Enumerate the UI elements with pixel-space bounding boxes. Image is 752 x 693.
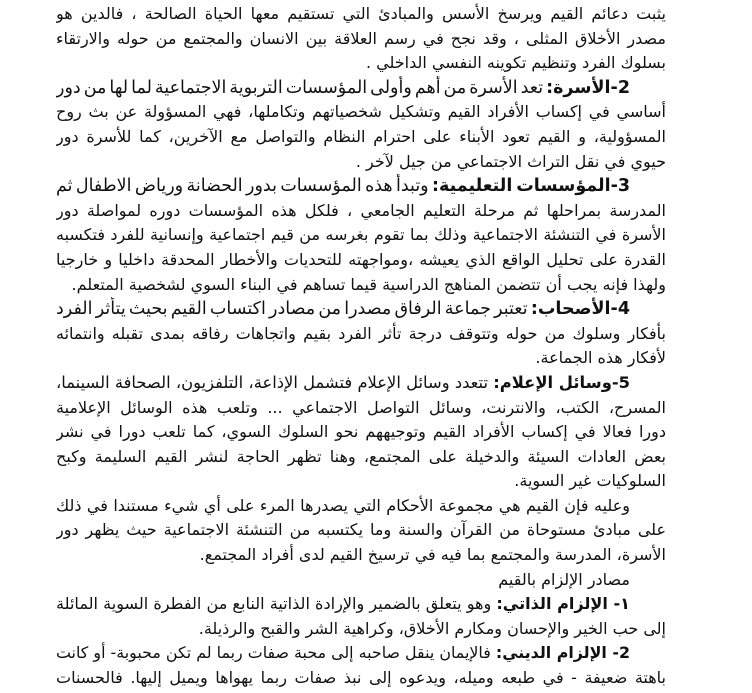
text-line: دورا فعالا في إكساب الأفراد القيم وتوجيههم نحو السلوك السوي، كما تلعب دورا في نشر <box>56 422 666 442</box>
text-segment: تتعدد وسائل الإعلام فتشمل الإذاعة، التلفزيون، الصحافة السينما، <box>56 372 494 392</box>
paragraph-intro-continued <box>56 2 666 76</box>
text-line: القدرة على تحليل الواقع الذي يعيشه ،ومواجهته للتحديات والأخطار المحدقة داخليا و خارجيا <box>56 249 666 269</box>
text-line: وعليه فإن القيم هي مجموعة الأحكام التي يصدرها المرء على أي شيء مستندا في ذلك <box>56 495 630 515</box>
text-line: لأفكار هذه الجماعة. <box>535 348 666 368</box>
text-line: أساسي في إكساب الأفراد القيم وتشكيل شخصياتهم وتكاملها، فهي المسؤولة عن بث روح <box>56 102 666 122</box>
text-line <box>56 297 666 322</box>
text-line: بعض العادات السيئة والدخيلة على المجتمع، وهنا تظهر الحاجة لنشر القيم السليمة وكبح <box>56 446 666 466</box>
section-heading-family: 2-الأسرة: <box>546 77 630 98</box>
text-line: باهتة ضعيفة - في طبعه وميله، ويدعوه إلى نبذ صفات ربما يهواها ويميل إليها. فالحسنات <box>56 668 666 688</box>
text-line: المدرسة بمراحلها ثم مرحلة التعليم الجامعي ، فلكل هذه المؤسسات دوره لمواصلة دور <box>56 200 666 220</box>
text-line: يثبت دعائم القيم ويرسخ الأسس والمبادئ التي تستقيم معها الحياة الصالحة ، فالدين هو <box>56 4 666 23</box>
section-heading-companions: 4-الأصحاب: <box>530 299 630 320</box>
text-line <box>56 371 666 396</box>
text-line <box>56 174 666 199</box>
text-line: السلوكيات غير السوية. <box>514 471 666 491</box>
section-heading-media: 5-وسائل الإعلام: <box>493 372 630 392</box>
paragraph-educational-institutions <box>56 174 666 297</box>
document-page <box>56 2 666 691</box>
section-heading-self-obligation: ١- الإلزام الذاتي: <box>496 594 630 614</box>
text-line: على مبادئ مستوحاة من القرآن والسنة وما يكتسبه من التنشئة الاجتماعية حيث يظهر دور <box>56 520 666 540</box>
text-segment: وهو يتعلق بالضمير والإرادة الذاتية النابع من الفطرة السوية المائلة <box>56 594 497 614</box>
section-heading-religious-obligation: 2- الإلزام الديني: <box>495 643 630 663</box>
text-line: بأفكار وسلوك من حوله وتتوقف درجة تأثر الفرد بقيم واتجاهات رفاقه بمدى تقبله وانتمائه <box>56 323 666 343</box>
text-line: المسؤولية، و القيم تعود الأبناء على احترام النظام والتواصل مع الآخرين، كما للأسرة دور <box>56 126 666 146</box>
paragraph-family <box>56 76 666 174</box>
paragraph-conclusion <box>56 494 666 568</box>
text-line: ولهذا فإنه يجب أن تتضمن المناهج الدراسية قيما تساهم في البناء السوي لشخصية المتعلم. <box>71 274 666 294</box>
text-segment: فالإيمان ينقل صاحبه إلى محبة صفات ربما لم تكن محبوبة- أو كانت <box>56 643 496 663</box>
text-line: المسرح، الكتب، والانترنت، وسائل التواصل الاجتماعي ... وتلعب هذه الوسائل الإعلامية <box>56 397 666 417</box>
text-line: حيوي في نقل التراث الاجتماعي من جيل لآخر . <box>355 151 666 171</box>
text-line: الأسرة في التنشئة الاجتماعية وذلك بما تقوم بغرسه من قيم اجتماعية وإنسانية للفرد فتكسبه <box>56 225 666 245</box>
text-line <box>56 641 666 666</box>
section-title-obligation-sources <box>56 568 666 593</box>
text-line: مصادر الإلزام بالقيم <box>498 569 630 589</box>
text-segment: تعتبر جماعة الرفاق مصدرا من مصادر اكتساب القيم بحيث يتأثر الفرد <box>56 299 531 320</box>
text-segment: تعد الأسرة من أهم وأولى المؤسسات التربوية الاجتماعية لما لها من دور <box>56 77 547 98</box>
text-segment: وتبدأ هذه المؤسسات بدور الحضانة ورياض الاطفال ثم <box>56 176 433 197</box>
paragraph-self-obligation <box>56 592 666 641</box>
text-line: إلى حب الخير والإحسان ومكارم الأخلاق، وكراهية الشر والقبح والرذيلة. <box>198 618 666 638</box>
paragraph-media <box>56 371 666 494</box>
text-line: الأسرة، المدرسة والمجتمع بما فيه في ترسيخ القيم لدى أفراد المجتمع. <box>199 545 666 565</box>
text-line <box>56 76 666 101</box>
paragraph-religious-obligation <box>56 641 666 690</box>
section-heading-educational-institutions: 3-المؤسسات التعليمية: <box>432 176 631 197</box>
paragraph-companions <box>56 297 666 371</box>
text-line <box>56 592 666 617</box>
text-line: بسلوك الفرد وتنظيم تكوينه النفسي الداخلي . <box>365 53 666 73</box>
text-line: مصدر الأخلاق المثلى ، وقد نجح في رسم العلاقة بين الانسان والمجتمع من حوله والارتقاء <box>56 28 666 48</box>
